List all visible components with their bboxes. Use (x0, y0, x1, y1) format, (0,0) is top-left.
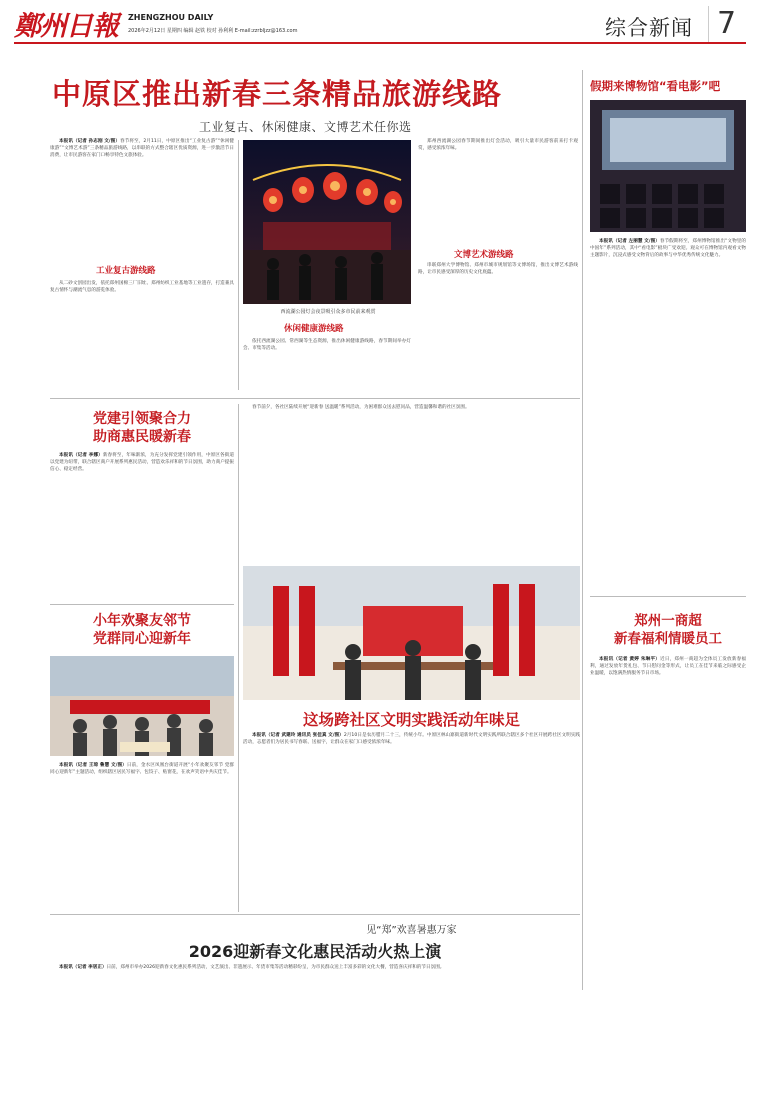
youth-headline-line2: 党群同心迎新年 (93, 631, 191, 647)
col-divider (238, 140, 239, 390)
sec3-column (418, 262, 578, 394)
lead-photo-caption: 西流湖公园灯会夜景吸引众多市民前来观赏 (280, 309, 376, 315)
party-headline (50, 410, 234, 446)
lead-subhead: 工业复古、休闲健康、文博艺术任你选 (199, 120, 412, 134)
civ-body: 2月10日是农历腊月二十三，传统小年。中原区林山寨街道新时代文明实践所联合辖区多个社区开展跨社区文明实践活动，志愿者们为居民书写春联、送福字，让群众在家门口感受浓浓年味。 (243, 733, 580, 746)
lantern-festival-photo (243, 140, 411, 304)
party-headline-line2: 助商惠民暖新春 (93, 429, 191, 445)
youth-photo (50, 656, 234, 756)
sec1-title: 工业复古游线路 (96, 266, 156, 276)
spring-couplets-photo (243, 566, 580, 700)
museum-column (590, 238, 746, 590)
lead-author: 本报讯（记者 孙志刚 文/图） (59, 139, 121, 144)
lead-body: 春节将至，2月11日，中原区推出“工业复古游”“休闲健康游”“文博艺术游”三条精品旅游线路，以串联的方式整合辖区优质资源，进一步激活节日消费，让市民游客在家门口畅享特色文旅体验。 (50, 139, 234, 159)
youth-body: 日前，金水区凤凰台街道开展“小年欢聚友邻节 党群同心迎新年”主题活动，组织辖区居民写福字、包饺子、贴窗花，在欢声笑语中共庆佳节。 (50, 763, 234, 776)
sec2-title: 休闲健康游线路 (284, 324, 344, 334)
museum-headline: 假期来博物馆“看电影”吧 (590, 79, 721, 93)
lead-bottom-rule (50, 398, 580, 399)
lead-intro-column (50, 138, 234, 246)
party-author: 本报讯（记者 李娜） (59, 453, 103, 458)
bottom-author: 本报讯（记者 李居正） (59, 965, 107, 970)
masthead-rule (14, 42, 746, 44)
lead-headline: 中原区推出新春三条精品旅游线路 (52, 77, 503, 111)
museum-body: 春节假期将至，郑州博物馆推出“文物里的中国年”系列活动，其中“看电影”板块广受欢迎。观众可在博物馆内观看文物主题影片，沉浸式感受文物背后的故事与中华优秀传统文化魅力。 (590, 239, 746, 259)
welfare-column (590, 656, 746, 1086)
sec1-column (50, 280, 234, 392)
bottom-column (50, 964, 580, 1090)
right-col-divider (582, 70, 583, 990)
museum-author: 本报讯（记者 左丽慧 文/图） (599, 239, 660, 244)
museum-bottom-rule (590, 596, 746, 597)
youth-column (50, 762, 234, 912)
bottom-body: 日前，郑州市举办2026迎新春文化惠民系列活动，文艺演出、非遗展示、年货市集等活动精彩纷呈，为市民群众送上丰富多彩的文化大餐，营造喜庆祥和的节日氛围。 (106, 965, 445, 970)
welfare-headline-line2: 新春福利情暖员工 (614, 631, 722, 647)
museum-screening-photo (590, 100, 746, 232)
page-number-box (708, 6, 745, 42)
mid-divider (238, 404, 239, 912)
youth-author: 本报讯（记者 王琼 鲁慧 文/图） (59, 763, 127, 768)
welfare-headline-line1: 郑州一商超 (634, 613, 702, 629)
civ-headline: 这场跨社区文明实践活动年味足 (302, 711, 520, 729)
paper-english-name: ZHENGZHOU DAILY (128, 13, 214, 22)
lead-photo (243, 140, 411, 304)
sec1-body: 从二砂文创园出发，依托郑州国棉三厂旧址、郑州纺织工业基地等工业遗存，打造兼具复古情怀与潮流气息的游览体验。 (50, 281, 234, 294)
sec2-body: 依托西流湖公园、常西湖等生态资源，推出休闲健康游线路，春节期间举办灯会、市集等活动。 (243, 339, 411, 352)
masthead (0, 0, 761, 70)
sec3-title: 文博艺术游线路 (454, 250, 514, 260)
sec3-body: 串联郑州大学博物馆、郑州市城市规划馆等文博场馆，推出文博艺术游线路，让市民感受深厚的历史文化底蕴。 (418, 263, 578, 276)
bottom-top-rule (50, 914, 580, 915)
welfare-headline (590, 612, 746, 648)
welfare-body: 近日，郑州一商超为全体员工发放新春福利，通过发放年货礼包、节日慰问金等形式，让员工在佳节来临之际感受企业温暖，以饱满热情服务节日市场。 (590, 657, 746, 677)
civ-column (243, 732, 580, 910)
community-event-photo (50, 656, 234, 756)
sec2-column (243, 338, 411, 394)
page-number: 7 (717, 6, 737, 41)
mid-upper-text: 春节前夕，各社区陆续开展“迎新春 送温暖”系列活动，为困难群众送去慰问品，营造温馨和谐的社区氛围。 (252, 405, 470, 410)
party-bottom-rule (50, 604, 234, 605)
youth-headline-line1: 小年欢聚友邻节 (93, 613, 191, 629)
bottom-kicker: 见“郑”欢喜暑惠万家 (366, 925, 457, 936)
museum-photo (590, 100, 746, 232)
dateline: 2026年2月12日 星期四 编辑 赵铁 校对 孙利利 E-mail:zzrbljzz@163.com (128, 28, 298, 34)
party-body: 新春将至，年味渐浓，为充分发挥党建引领作用，中原区各街道以党建为纽带，联合辖区商户开展系列惠民活动，营造欢乐祥和的节日氛围，助力商户提振信心、稳定经营。 (50, 453, 234, 473)
civ-photo (243, 566, 580, 700)
youth-headline (50, 612, 234, 648)
welfare-author: 本报讯（记者 黄婷 朱琳平） (599, 657, 661, 662)
bottom-headline: 2026迎新春文化惠民活动火热上演 (188, 942, 442, 961)
lead-right-column: 郑州西流湖公园春节期间推出灯会活动，吸引大量市民游客前来打卡观赏，感受浓浓年味。 (418, 139, 578, 152)
newspaper-logo: 鄭州日報 (14, 11, 118, 42)
party-column (50, 452, 234, 602)
party-headline-line1: 党建引领聚合力 (93, 411, 191, 427)
civ-author: 本报讯（记者 武建玲 通讯员 张佳真 文/图） (252, 733, 344, 738)
section-title: 综合新闻 (605, 16, 693, 40)
